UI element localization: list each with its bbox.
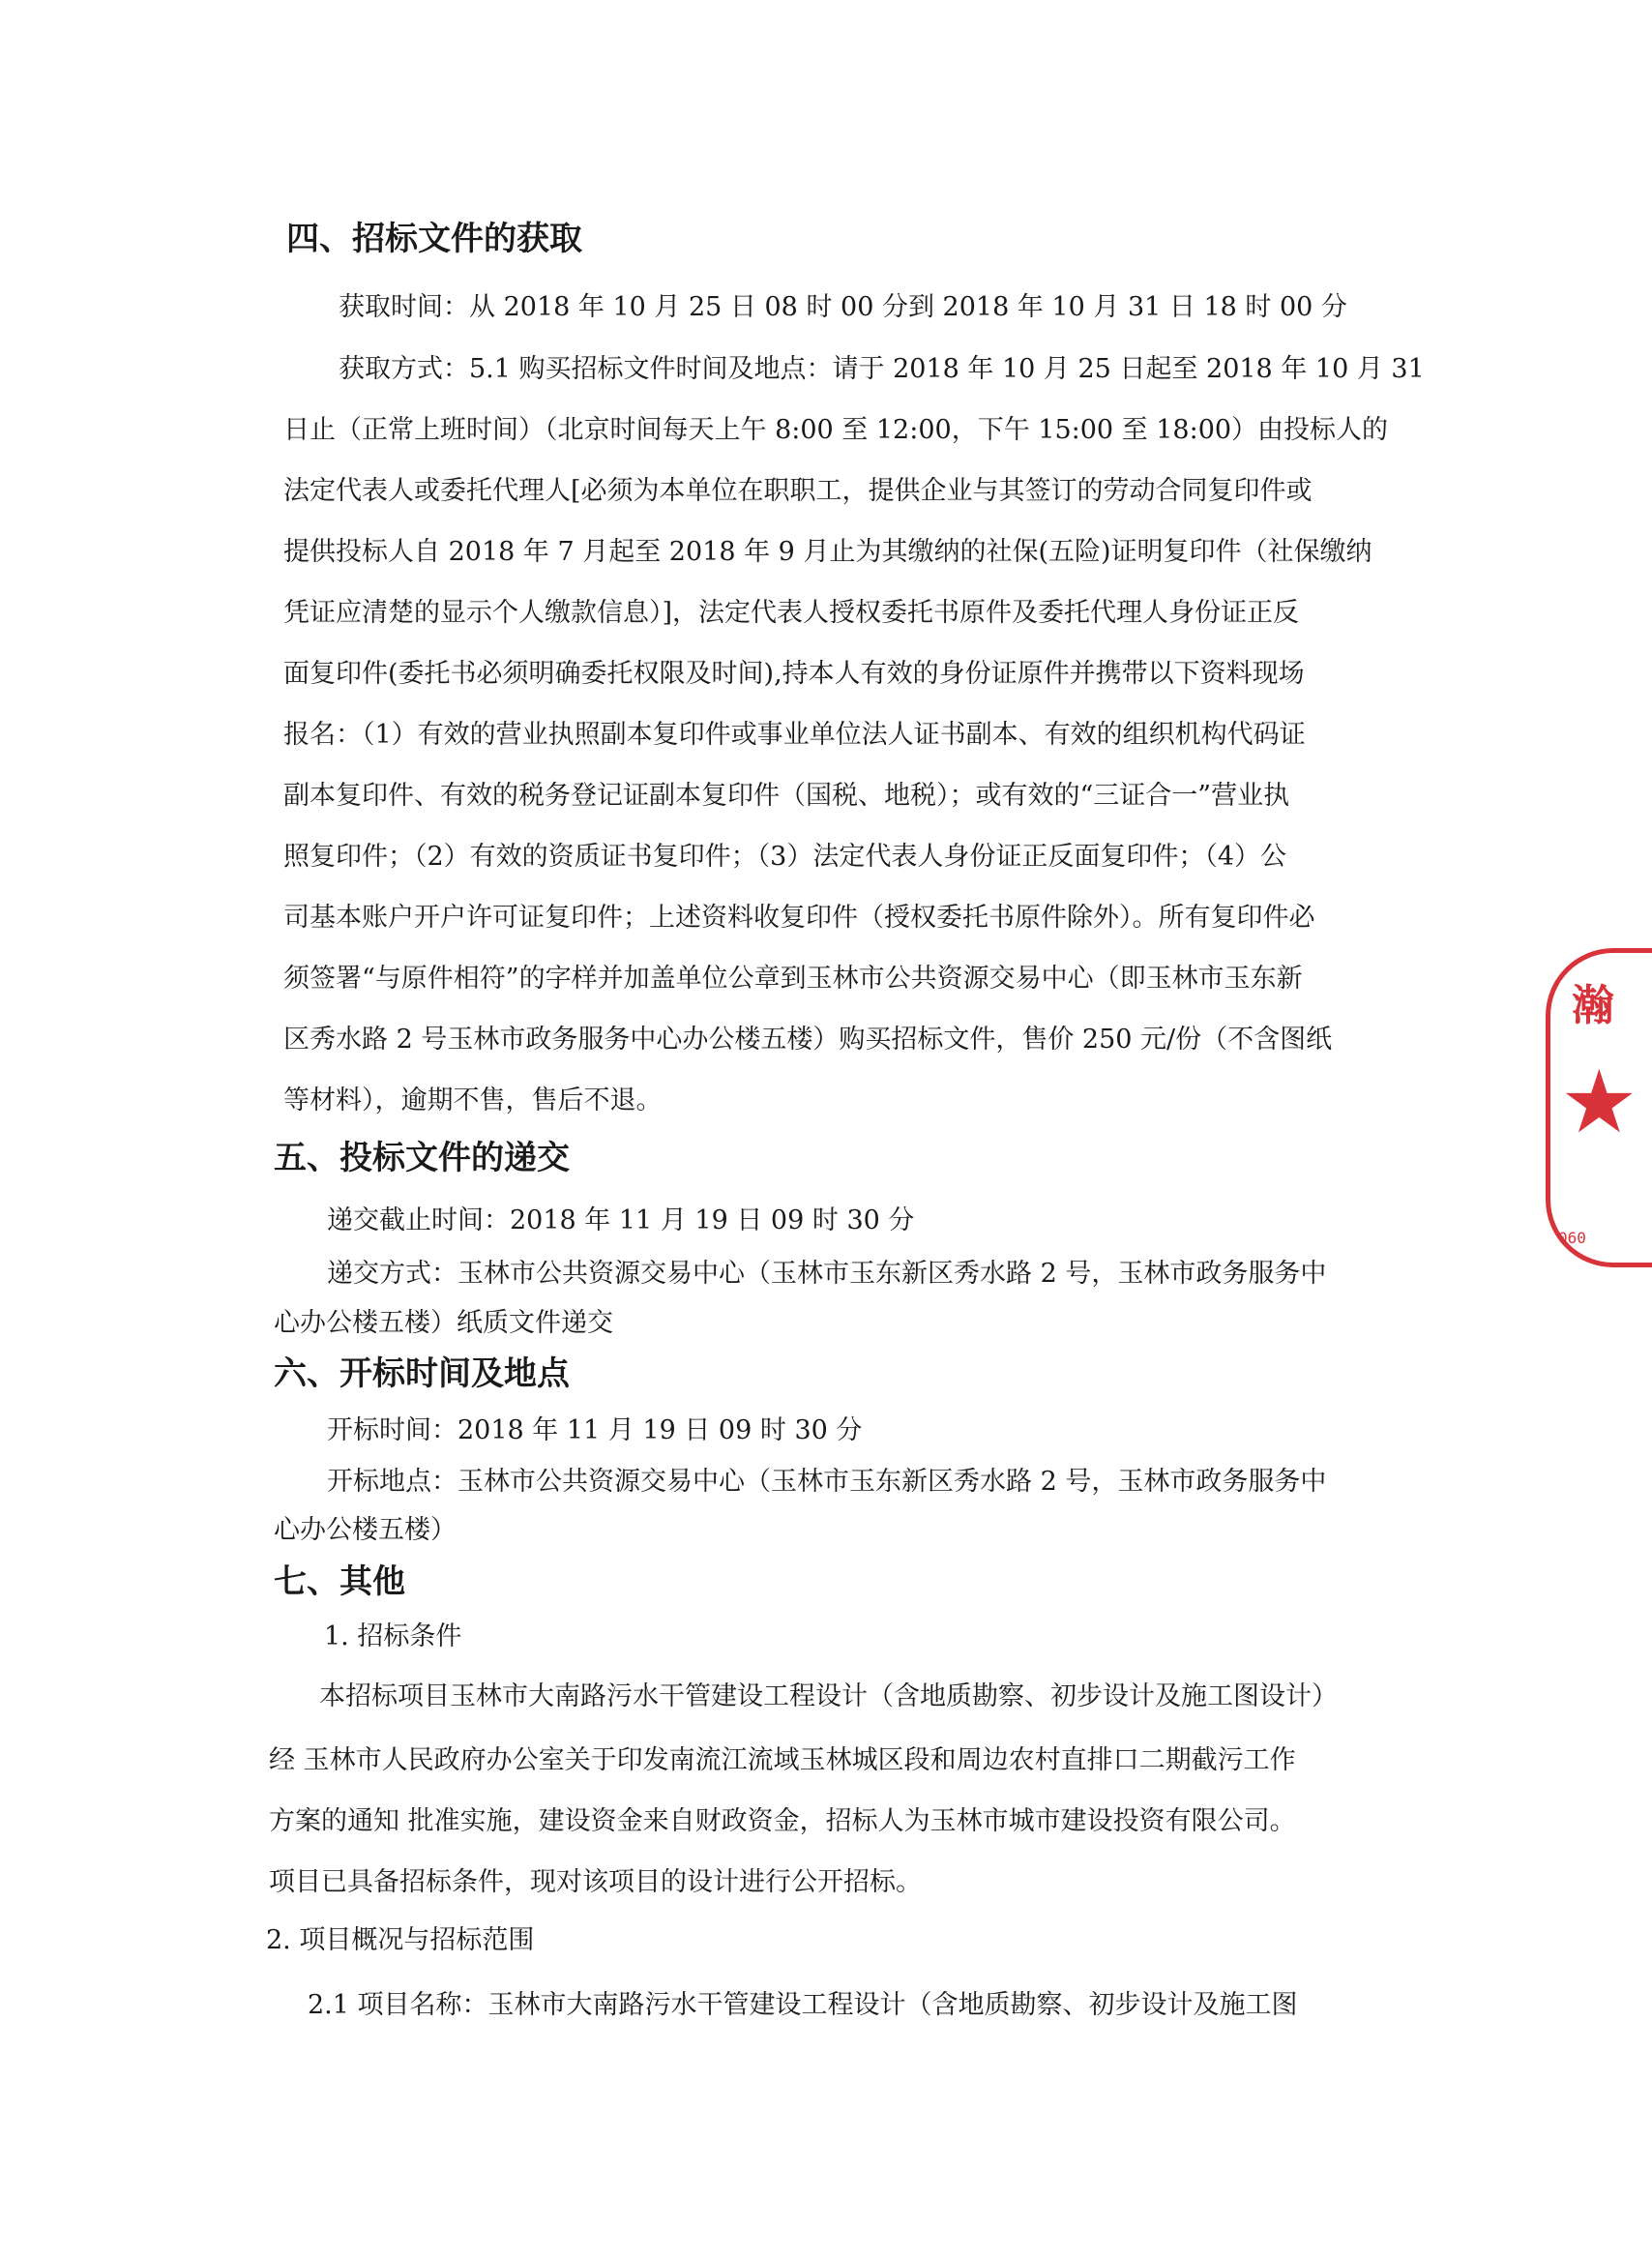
paragraph-line: 心办公楼五楼） <box>274 1515 457 1545</box>
paragraph-line: 日止（正常上班时间）（北京时间每天上午 8:00 至 12:00，下午 15:00 至 18:00）由投标人的 <box>283 415 1389 445</box>
official-seal-stamp <box>1546 948 1652 1267</box>
paragraph-line: 项目已具备招标条件，现对该项目的设计进行公开招标。 <box>269 1867 922 1897</box>
paragraph-line: 经 玉林市人民政府办公室关于印发南流江流域玉林城区段和周边农村直排口二期截污工作 <box>269 1745 1296 1775</box>
paragraph-line: 司基本账户开户许可证复印件；上述资料收复印件（授权委托书原件除外）。所有复印件必 <box>283 903 1315 933</box>
paragraph-line: 须签署“与原件相符”的字样并加盖单位公章到玉林市公共资源交易中心（即玉林市玉东新 <box>283 964 1303 994</box>
paragraph-line: 获取时间：从 2018 年 10 月 25 日 08 时 00 分到 2018 年 10 月 31 日 18 时 00 分 <box>339 292 1347 322</box>
paragraph-line: 等材料），逾期不售，售后不退。 <box>283 1085 663 1115</box>
paragraph-line: 法定代表人或委托代理人[必须为本单位在职职工，提供企业与其签订的劳动合同复印件或 <box>283 476 1313 506</box>
paragraph-line: 方案的通知 批准实施，建设资金来自财政资金，招标人为玉林市城市建设投资有限公司。 <box>269 1806 1296 1836</box>
paragraph-line: 副本复印件、有效的税务登记证副本复印件（国税、地税）；或有效的“三证合一”营业执 <box>283 781 1290 811</box>
section-heading-5: 五、投标文件的递交 <box>274 1139 570 1177</box>
paragraph-line: 区秀水路 2 号玉林市政务服务中心办公楼五楼）购买招标文件，售价 250 元/份（不含图纸 <box>283 1025 1333 1055</box>
paragraph-line: 本招标项目玉林市大南路污水干管建设工程设计（含地质勘察、初步设计及施工图设计） <box>319 1681 1338 1711</box>
stamp-number: 060 <box>1558 1229 1586 1247</box>
paragraph-line: 开标地点：玉林市公共资源交易中心（玉林市玉东新区秀水路 2 号，玉林市政务服务中 <box>327 1467 1327 1497</box>
paragraph-line: 报名：（1）有效的营业执照副本复印件或事业单位法人证书副本、有效的组织机构代码证 <box>283 720 1306 750</box>
paragraph-line: 获取方式：5.1 购买招标文件时间及地点：请于 2018 年 10 月 25 日起至 2018 年 10 月 31 <box>339 354 1425 384</box>
paragraph-line: 照复印件；（2）有效的资质证书复印件；（3）法定代表人身份证正反面复印件；（4）公 <box>283 842 1287 872</box>
paragraph-line: 递交截止时间：2018 年 11 月 19 日 09 时 30 分 <box>327 1205 915 1235</box>
paragraph-line: 2.1 项目名称：玉林市大南路污水干管建设工程设计（含地质勘察、初步设计及施工图 <box>308 1990 1298 2020</box>
paragraph-line: 面复印件(委托书必须明确委托权限及时间),持本人有效的身份证原件并携带以下资料现场 <box>283 659 1305 689</box>
stamp-text: 瀚 <box>1572 981 1614 1030</box>
paragraph-line: 心办公楼五楼）纸质文件递交 <box>274 1308 613 1338</box>
subheading: 2. 项目概况与招标范围 <box>266 1925 535 1955</box>
star-icon: ★ <box>1560 1052 1638 1153</box>
section-heading-4: 四、招标文件的获取 <box>286 220 582 258</box>
subheading: 1. 招标条件 <box>324 1621 462 1651</box>
section-heading-7: 七、其他 <box>274 1562 405 1601</box>
paragraph-line: 开标时间：2018 年 11 月 19 日 09 时 30 分 <box>327 1415 863 1445</box>
paragraph-line: 提供投标人自 2018 年 7 月起至 2018 年 9 月止为其缴纳的社保(五险)证明复印件（社保缴纳 <box>283 537 1372 567</box>
paragraph-line: 凭证应清楚的显示个人缴款信息）]，法定代表人授权委托书原件及委托代理人身份证正反 <box>283 598 1300 628</box>
paragraph-line: 递交方式：玉林市公共资源交易中心（玉林市玉东新区秀水路 2 号，玉林市政务服务中 <box>327 1259 1327 1289</box>
section-heading-6: 六、开标时间及地点 <box>274 1354 570 1393</box>
